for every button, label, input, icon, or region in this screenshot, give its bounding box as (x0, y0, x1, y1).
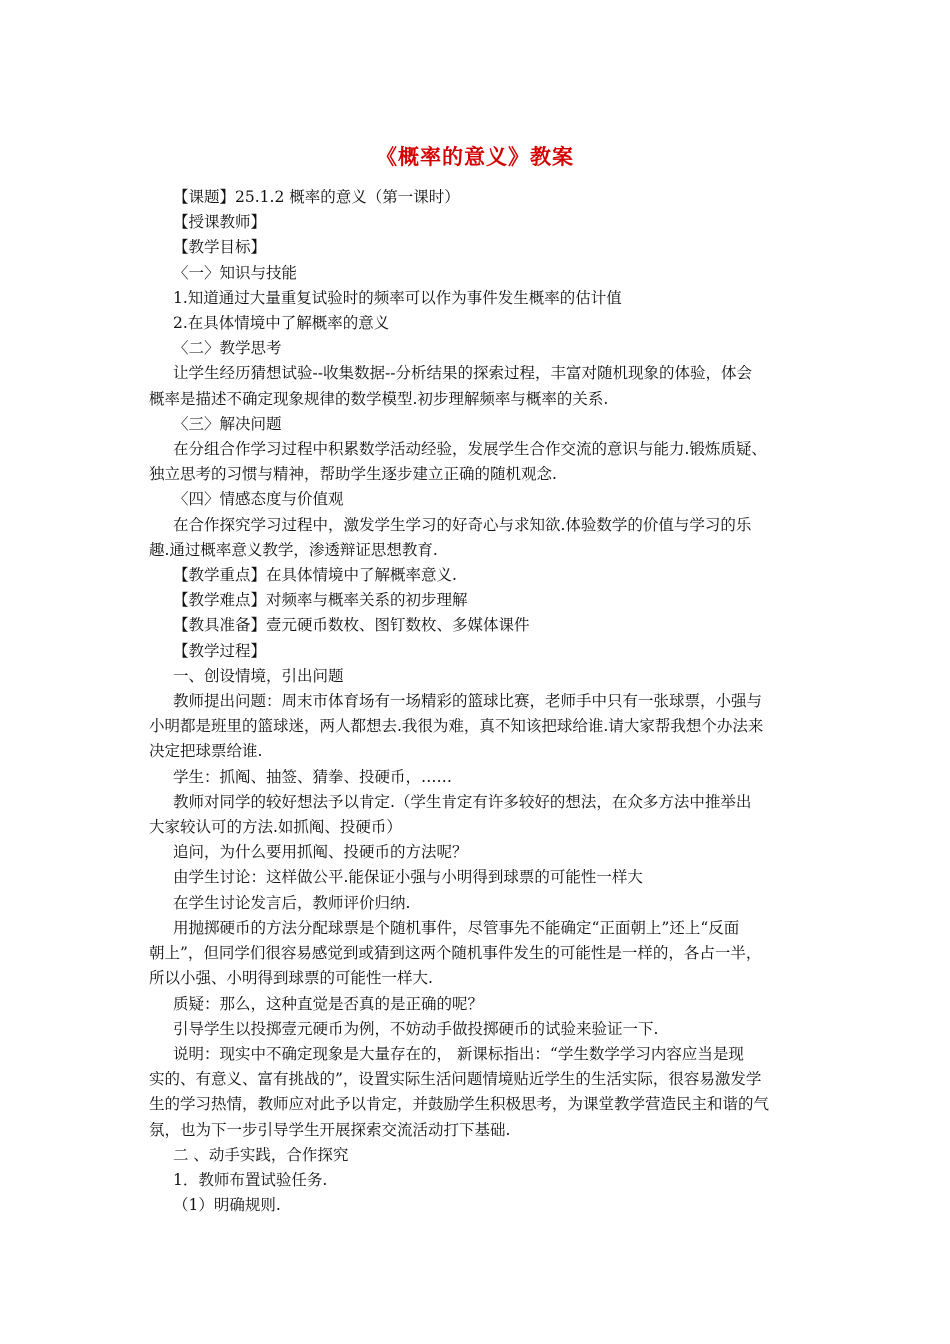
text-line: 所以小强、小明得到球票的可能性一样大. (149, 969, 433, 988)
text-line: 【教具准备】壹元硬币数枚、图钉数枚、多媒体课件 (173, 616, 530, 635)
text-line: 1．教师布置试验任务. (173, 1170, 328, 1189)
text-line: 引导学生以投掷壹元硬币为例，不妨动手做投掷硬币的试验来验证一下. (173, 1019, 659, 1038)
text-line: 〈三〉解决问题 (173, 414, 282, 433)
text-line: 【教学重点】在具体情境中了解概率意义. (173, 566, 457, 585)
text-line: 学生：抓阄、抽签、猜拳、投硬币，…… (173, 767, 453, 786)
text-line: 【教学目标】 (173, 238, 267, 257)
text-line: 教师对同学的较好想法予以肯定.（学生肯定有许多较好的想法，在众多方法中推举出 (173, 792, 752, 811)
text-line: 概率是描述不确定现象规律的数学模型.初步理解频率与概率的关系. (149, 389, 609, 408)
text-line: 独立思考的习惯与精神，帮助学生逐步建立正确的随机观念. (149, 465, 557, 484)
text-line: 小明都是班里的篮球迷，两人都想去.我很为难，真不知该把球给谁.请大家帮我想个办法来 (149, 717, 764, 736)
text-line: 在分组合作学习过程中积累数学活动经验，发展学生合作交流的意识与能力.锻炼质疑、 (173, 440, 767, 459)
text-line: 在学生讨论发言后，教师评价归纳. (173, 893, 411, 912)
text-line: 2.在具体情境中了解概率的意义 (173, 314, 390, 333)
text-line: （1）明确规则. (173, 1196, 281, 1215)
text-line: 一、创设情境，引出问题 (173, 666, 344, 685)
document-body (149, 185, 829, 1218)
text-line: 二 、动手实践，合作探究 (173, 1145, 349, 1164)
text-line: 大家较认可的方法.如抓阄、投硬币） (149, 818, 402, 837)
text-line: 用抛掷硬币的方法分配球票是个随机事件，尽管事先不能确定“正面朝上”还上“反面 (173, 918, 740, 937)
text-line: 【教学难点】对频率与概率关系的初步理解 (173, 591, 468, 610)
text-line: 教师提出问题：周末市体育场有一场精彩的篮球比赛，老师手中只有一张球票，小强与 (173, 692, 763, 711)
document-title: 《概率的意义》教案 (376, 145, 574, 169)
text-line: 实的、有意义、富有挑战的”，设置实际生活问题情境贴近学生的生活实际，很容易激发学 (149, 1070, 762, 1089)
text-line: 1.知道通过大量重复试验时的频率可以作为事件发生概率的估计值 (173, 288, 622, 307)
text-line: 让学生经历猜想试验--收集数据--分析结果的探索过程，丰富对随机现象的体验，体会 (173, 364, 752, 383)
text-line: 〈四〉情感态度与价值观 (173, 490, 344, 509)
text-line: 〈一〉知识与技能 (173, 263, 298, 282)
text-line: 说明：现实中不确定现象是大量存在的， 新课标指出：“学生数学学习内容应当是现 (173, 1044, 744, 1063)
text-line: 朝上”，但同学们很容易感觉到或猜到这两个随机事件发生的可能性是一样的，各占一半， (149, 944, 762, 963)
text-line: 生的学习热情，教师应对此予以肯定，并鼓励学生积极思考，为课堂教学营造民主和谐的气 (149, 1095, 770, 1114)
text-line: 【授课教师】 (173, 213, 267, 232)
text-line: 趣.通过概率意义教学，渗透辩证思想教育. (149, 540, 438, 559)
text-line: 决定把球票给谁. (149, 742, 263, 761)
text-line: 【教学过程】 (173, 641, 267, 660)
text-line: 在合作探究学习过程中，激发学生学习的好奇心与求知欲.体验数学的价值与学习的乐 (173, 515, 752, 534)
text-line: 质疑：那么，这种直觉是否真的是正确的呢？ (173, 994, 484, 1013)
text-line: 【课题】25.1.2 概率的意义（第一课时） (173, 188, 460, 206)
text-line: 追问，为什么要用抓阄、投硬币的方法呢？ (173, 843, 468, 862)
text-line: 氛，也为下一步引导学生开展探索交流活动打下基础. (149, 1120, 511, 1139)
text-line: 〈二〉教学思考 (173, 339, 282, 358)
text-line: 由学生讨论：这样做公平.能保证小强与小明得到球票的可能性一样大 (173, 868, 643, 887)
